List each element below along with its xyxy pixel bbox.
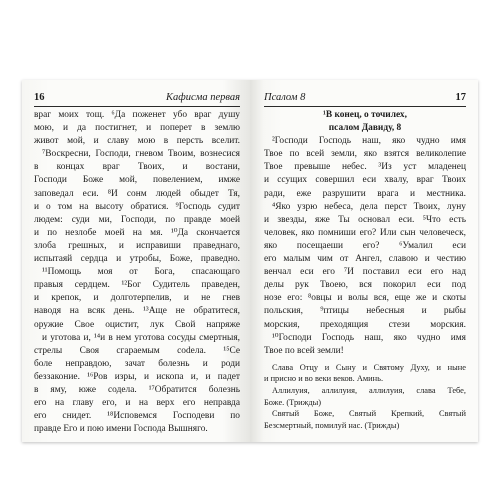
text-line: и по незлобе моей на мя. ¹⁰Да скончается — [34, 227, 240, 238]
text-line: беззаконие. ¹⁶Ров изры, и ископа и, и падет — [34, 371, 240, 382]
text-line: венчал еси его ⁷И поставил еси его над — [264, 267, 466, 278]
text-line: и ссущих совершил еси хвалу, враг Твоих — [264, 175, 466, 186]
text-line: людем: суди ми, Господи, по правде моей — [34, 214, 240, 225]
text-line: и о том на высоту обратися. ⁹Господь судит — [34, 201, 240, 212]
heading-line: ¹В конец, о точилех, — [323, 110, 407, 120]
right-page-number: 17 — [455, 92, 466, 103]
left-running-title: Кафисма первая — [166, 92, 240, 103]
text-line: стрелы Своя сгараемым соdела. ¹⁵Се — [34, 345, 240, 356]
left-running-head — [34, 92, 240, 107]
text-line: оружие Свое оцистит, лук Свой напряже — [34, 319, 240, 330]
text-line: испытаяй сердца и утробы, Боже, праведно. — [34, 254, 240, 265]
text-line: яко посещаеши его? ⁶Умалил еси — [264, 240, 466, 251]
text-line: его на главу его, и на верх его неправда — [34, 398, 240, 409]
doxology-line: и присно и во веки веков. Аминь. — [264, 374, 384, 384]
text-line: Твое превыше небес. ³Из уст младенец — [264, 162, 466, 173]
left-body-text — [34, 109, 240, 436]
text-line: делы рук Твоею, вся покорил еси под — [264, 280, 466, 291]
text-line: его снидет. ¹⁸Исповемся Господеви по — [34, 411, 240, 422]
text-line: Твое по всей земли! — [264, 345, 344, 356]
text-line: ради, еже разрушити врага и местника. — [264, 188, 466, 199]
right-running-title: Псалом 8 — [264, 92, 306, 103]
text-line: враг моих тощ. ⁶Да поженет убо враг душу — [34, 110, 240, 120]
text-line: и уготова и, ¹⁴и в нем уготова сосуды смертныя, — [42, 332, 240, 343]
book-spread — [22, 80, 478, 442]
right-page — [250, 80, 478, 442]
doxology-line: Слава Отцу и Сыну и Святому Духу, и ныне — [272, 362, 466, 372]
heading-line: псалом Давиду, 8 — [328, 123, 402, 134]
text-line: ⁴Яко узрю небеса, дела перст Твоих, луну — [272, 201, 466, 212]
text-line: человек, яко помниши его? Или сын человеческ, — [264, 227, 466, 238]
right-running-head — [264, 92, 466, 107]
text-line: живот мой, и славу мою в персть вселит. — [34, 136, 240, 147]
right-body-text — [264, 135, 466, 358]
doxology-line: Боже. (Трижды) — [264, 397, 322, 407]
text-line: правыя сердцем. ¹²Бог Судитель праведен, — [34, 280, 240, 291]
text-line: польския, ⁹птицы небесныя и рыбы — [264, 306, 466, 317]
text-line: Твое по всей земли, яко взятся великолепие — [264, 149, 466, 160]
left-page — [22, 80, 250, 442]
text-line: ¹¹Помощь моя от Бога, спасающаго — [42, 267, 240, 278]
text-line: в концах враг Твоих, и востани, — [34, 162, 240, 173]
text-line: мою, и да постигнет, и поперет в землю — [34, 123, 240, 134]
doxology-line: Святый Боже, Святый Крепкий, Святый — [272, 409, 466, 419]
psalm-heading — [264, 109, 466, 135]
text-line: заповедал еси. ⁸И сонм людей обыдет Тя, — [34, 188, 240, 199]
doxology-line: Безсмертный, помилуй нас. (Трижды) — [264, 420, 400, 430]
doxology-text — [264, 362, 466, 432]
text-line: и звезды, яже Ты основал еси. ⁵Что есть — [264, 214, 466, 225]
text-line: нозе его: ⁸овцы и волы вся, еще же и скоты — [264, 293, 466, 304]
text-line: морския, преходящия стези морския. — [264, 319, 466, 330]
text-line: Господи Боже мой, повелением, имже — [34, 175, 240, 186]
text-line: боле неправдою, зачат болезнь и роди — [34, 358, 240, 369]
text-line: наводя на всяк день. ¹³Аще не обратитеся, — [34, 306, 240, 317]
text-line: его малым чим от Ангел, славою и честию — [264, 254, 466, 265]
text-line: в яму, юже содела. ¹⁷Обратится болезнь — [34, 384, 240, 395]
doxology-line: Аллилуия, аллилуия, аллилуия, слава Тебе, — [272, 385, 466, 395]
left-page-number: 16 — [34, 92, 45, 103]
text-line: ⁷Воскресни, Господи, гневом Твоим, вознесися — [42, 149, 240, 160]
text-line: злоба грешных, и исправиши праведнаго, — [34, 240, 240, 251]
text-line: ¹⁰Господи Господь наш, яко чудно имя — [272, 332, 466, 343]
text-line: и крепок, и долготерпелив, и не гнев — [34, 293, 240, 304]
text-line: правде Его и пою имени Господа Вышняго. — [34, 424, 208, 435]
text-line: ²Господи Господь наш, яко чудно имя — [272, 136, 466, 147]
